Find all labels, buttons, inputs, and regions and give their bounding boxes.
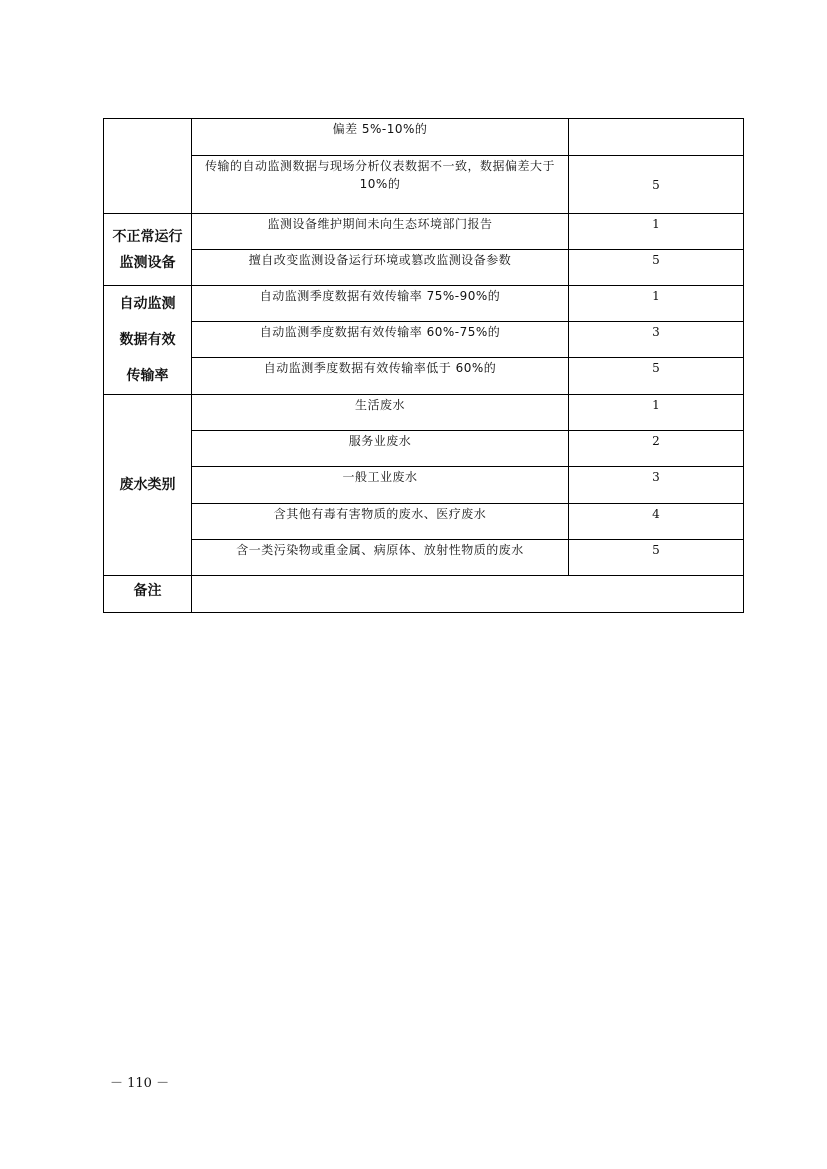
criteria-cell: 含其他有毒有害物质的废水、医疗废水 bbox=[192, 504, 569, 540]
table-row bbox=[104, 156, 744, 214]
criteria-cell: 监测设备维护期间未向生态环境部门报告 bbox=[192, 214, 569, 250]
score-cell: 3 bbox=[569, 322, 744, 358]
criteria-cell: 自动监测季度数据有效传输率 75%-90%的 bbox=[192, 286, 569, 322]
criteria-cell: 一般工业废水 bbox=[192, 467, 569, 504]
table-row bbox=[104, 504, 744, 540]
table-row bbox=[104, 540, 744, 576]
table-row bbox=[104, 322, 744, 358]
category-cell bbox=[104, 395, 192, 576]
category-line: 不正常运行 bbox=[112, 228, 183, 245]
score-cell: 1 bbox=[569, 286, 744, 322]
category-cell-continued bbox=[104, 119, 192, 214]
score-cell: 1 bbox=[569, 395, 744, 431]
score-cell: 5 bbox=[569, 540, 744, 576]
remark-row bbox=[104, 576, 744, 613]
criteria-cell: 服务业废水 bbox=[192, 431, 569, 467]
category-line: 数据有效 bbox=[119, 332, 176, 348]
table-row bbox=[104, 214, 744, 250]
scoring-table bbox=[103, 118, 744, 613]
score-cell: 1 bbox=[569, 214, 744, 250]
criteria-cell: 含一类污染物或重金属、病原体、放射性物质的废水 bbox=[192, 540, 569, 576]
criteria-cell: 自动监测季度数据有效传输率低于 60%的 bbox=[192, 358, 569, 395]
table-row bbox=[104, 431, 744, 467]
criteria-cell: 传输的自动监测数据与现场分析仪表数据不一致，数据偏差大于 10%的 bbox=[192, 156, 569, 214]
criteria-cell: 生活废水 bbox=[192, 395, 569, 431]
criteria-cell: 偏差 5%-10%的 bbox=[192, 119, 569, 156]
criteria-cell: 擅自改变监测设备运行环境或篡改监测设备参数 bbox=[192, 250, 569, 286]
score-cell: 2 bbox=[569, 431, 744, 467]
category-cell bbox=[104, 214, 192, 286]
score-cell: 4 bbox=[569, 504, 744, 540]
remark-label: 备注 bbox=[104, 576, 192, 613]
criteria-cell: 自动监测季度数据有效传输率 60%-75%的 bbox=[192, 322, 569, 358]
table-row bbox=[104, 119, 744, 156]
table-row bbox=[104, 467, 744, 504]
table-row bbox=[104, 358, 744, 395]
category-line: 自动监测 bbox=[119, 296, 176, 312]
table-row bbox=[104, 286, 744, 322]
table-row bbox=[104, 395, 744, 431]
category-line: 监测设备 bbox=[119, 254, 176, 271]
table-row bbox=[104, 250, 744, 286]
score-cell: 3 bbox=[569, 467, 744, 504]
remark-value bbox=[192, 576, 744, 613]
category-line: 传输率 bbox=[126, 368, 169, 384]
category-cell bbox=[104, 286, 192, 395]
score-cell: 5 bbox=[569, 250, 744, 286]
score-cell bbox=[569, 119, 744, 156]
score-cell: 5 bbox=[569, 358, 744, 395]
category-line: 废水类别 bbox=[119, 477, 176, 493]
page-number: － 110 － bbox=[110, 1076, 170, 1091]
score-cell: 5 bbox=[569, 156, 744, 214]
